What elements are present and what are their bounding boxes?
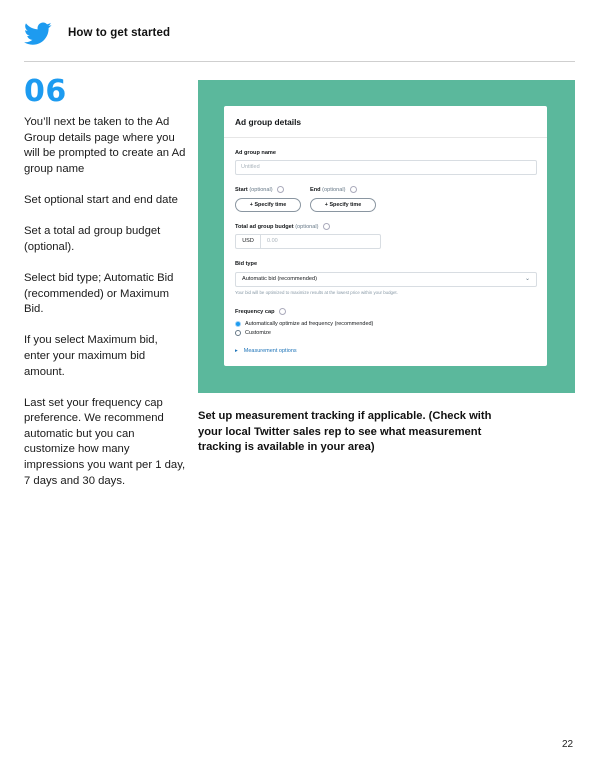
start-label (235, 186, 284, 193)
start-optional: (optional) (249, 186, 273, 193)
end-label (310, 186, 357, 193)
caret-right-icon: ▸ (235, 348, 238, 354)
bid-type-selected: Automatic bid (recommended) (242, 276, 317, 282)
end-label-text: End (310, 186, 321, 193)
budget-placeholder: 0.00 (267, 238, 278, 244)
chevron-down-icon: ⌄ (524, 276, 530, 282)
radio-auto-frequency[interactable] (235, 321, 241, 327)
instruction-paragraph: Set a total ad group budget (optional). (24, 225, 161, 253)
step-number: 06 (24, 74, 67, 109)
page-number: 22 (562, 739, 574, 750)
frequency-cap-label (235, 308, 286, 315)
bid-type-select[interactable] (235, 272, 537, 287)
info-icon (277, 186, 284, 193)
ad-group-name-label: Ad group name (235, 150, 277, 156)
budget-label-text: Total ad group budget (235, 223, 294, 230)
ad-group-details-card (224, 106, 547, 366)
instruction-paragraph: Last set your frequency cap preference. We recommend automatic but you can customize how many impressions you want per 1 day, 7 days and 30 days. (24, 396, 186, 487)
info-icon (323, 223, 330, 230)
radio-auto-frequency-label: Automatically optimize ad frequency (recommended) (245, 321, 374, 327)
instruction-paragraph: You’ll next be taken to the Ad Group details page where you will be prompted to create an Ad group name (24, 116, 186, 175)
budget-label (235, 223, 330, 230)
info-icon (279, 308, 286, 315)
instruction-paragraph: If you select Maximum bid, enter your maximum bid amount. (24, 334, 158, 378)
twitter-bird-icon (24, 22, 52, 46)
frequency-cap-label-text: Frequency cap (235, 308, 275, 315)
ad-group-name-placeholder: Untitled (241, 164, 260, 170)
bid-type-help: Your bid will be optimized to maximize results at the lowest price within your budget. (235, 290, 398, 295)
section-title: How to get started (68, 27, 171, 39)
instruction-paragraph: Set optional start and end date (24, 193, 178, 206)
info-icon (350, 186, 357, 193)
start-label-text: Start (235, 186, 248, 193)
budget-optional: (optional) (295, 223, 319, 230)
header-divider (24, 61, 575, 62)
start-specify-time-button[interactable]: + Specify time (235, 198, 301, 212)
instruction-paragraph: Select bid type; Automatic Bid (recommended) or Maximum Bid. (24, 271, 174, 316)
end-optional: (optional) (322, 186, 346, 193)
currency-label: USD (236, 235, 261, 248)
bid-type-label: Bid type (235, 261, 258, 267)
instructions (24, 115, 186, 505)
measurement-options-link[interactable] (235, 348, 297, 354)
ad-group-name-input[interactable] (235, 160, 537, 175)
card-title: Ad group details (224, 106, 547, 138)
end-specify-time-button[interactable]: + Specify time (310, 198, 376, 212)
radio-customize-label: Customize (245, 330, 271, 336)
screenshot-caption: Set up measurement tracking if applicable. (Check with your local Twitter sales rep to see what measurement tracking is available in your area) (198, 410, 492, 453)
measurement-options-text: Measurement options (243, 348, 297, 354)
radio-customize[interactable] (235, 330, 241, 336)
budget-input[interactable] (235, 234, 381, 249)
